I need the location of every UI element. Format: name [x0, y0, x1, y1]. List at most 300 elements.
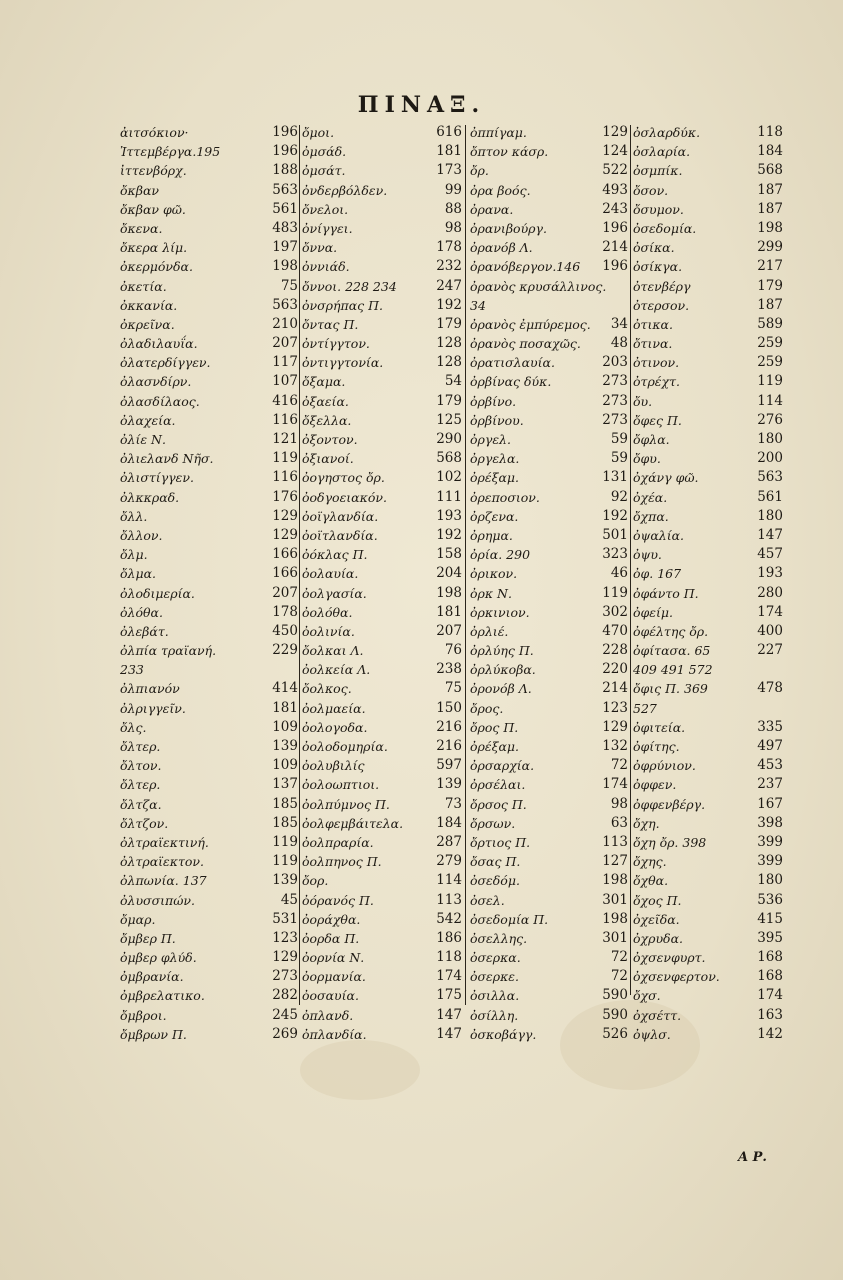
- entry-term: ὄλς.: [120, 719, 147, 735]
- index-entry: [633, 603, 783, 622]
- entry-page: 48: [610, 335, 628, 352]
- index-entry: [302, 718, 462, 737]
- index-entry: [633, 1006, 783, 1025]
- entry-term: ὀξοντον.: [302, 432, 358, 447]
- entry-page: 188: [272, 162, 298, 179]
- index-entry: [470, 161, 628, 180]
- entry-page: 217: [757, 258, 783, 275]
- index-entry: [120, 277, 298, 296]
- entry-page: 207: [272, 584, 298, 601]
- index-entry: [120, 372, 298, 391]
- entry-term: ὀππίγαμ.: [470, 125, 527, 140]
- entry-term: ὀρζενα.: [470, 508, 519, 524]
- entry-term: ὀλασδίλαος.: [120, 393, 200, 409]
- entry-term: ὄμβροι.: [120, 1007, 167, 1023]
- entry-term: ὄκβαν φῶ.: [120, 201, 186, 217]
- index-entry: [120, 948, 298, 967]
- index-entry: [302, 449, 462, 468]
- entry-page: 73: [444, 795, 462, 812]
- index-entry: [470, 833, 628, 852]
- index-entry: [120, 545, 298, 564]
- index-entry: [633, 737, 783, 756]
- entry-page: 114: [757, 392, 783, 409]
- index-entry: [302, 219, 462, 238]
- entry-page: 75: [444, 680, 462, 697]
- entry-page: 526: [602, 1025, 628, 1042]
- entry-page: 568: [757, 162, 783, 179]
- entry-term: ὀξιανοί.: [302, 451, 354, 467]
- entry-page: 139: [272, 872, 298, 889]
- index-entry: [470, 660, 628, 679]
- entry-term: ὄξελλα.: [302, 412, 352, 428]
- entry-page: 168: [757, 949, 783, 966]
- index-entry: [120, 507, 298, 526]
- entry-page: 119: [602, 584, 628, 601]
- entry-term: ὀλαχεία.: [120, 412, 176, 428]
- entry-term: ὄχθα.: [633, 873, 669, 889]
- entry-term: ὄχη ὄρ. 398: [633, 834, 707, 850]
- index-entry: [470, 603, 628, 622]
- entry-page: 198: [757, 219, 783, 236]
- index-entry: [120, 641, 298, 660]
- index-entry: [470, 622, 628, 641]
- index-entry: [120, 986, 298, 1005]
- index-entry: [302, 584, 462, 603]
- entry-page: 216: [436, 718, 462, 735]
- index-entry: [633, 852, 783, 871]
- index-entry: [302, 372, 462, 391]
- entry-term: ὀσελλης.: [470, 930, 528, 946]
- entry-page: 207: [436, 622, 462, 639]
- index-entry: [633, 411, 783, 430]
- entry-term: ὄολκαι Λ.: [302, 643, 364, 659]
- index-entry: [633, 392, 783, 411]
- entry-term: ὀσεδομία Π.: [470, 911, 549, 927]
- entry-page: 92: [610, 488, 628, 505]
- index-entry: [633, 871, 783, 890]
- entry-term: ὀρκινιον.: [470, 604, 530, 620]
- entry-page: 72: [610, 949, 628, 966]
- entry-page: 196: [602, 258, 628, 275]
- entry-term: ὀοσαυία.: [302, 988, 359, 1004]
- entry-term: ὀολμαεία.: [302, 700, 366, 716]
- entry-term: ὄλμ.: [120, 547, 148, 563]
- entry-term: 409 491 572: [633, 662, 713, 678]
- index-entry: [120, 430, 298, 449]
- entry-term: ὄυ.: [633, 393, 653, 409]
- index-entry: [120, 142, 298, 161]
- entry-term: ὄλτερ.: [120, 777, 161, 793]
- entry-term: ὄμοι.: [302, 125, 335, 140]
- entry-term: ὄχης.: [633, 854, 667, 870]
- index-entry: [633, 181, 783, 200]
- entry-page: 207: [272, 335, 298, 352]
- index-entry: [633, 718, 783, 737]
- page-header: ΠΙΝΑΞ.: [357, 92, 486, 118]
- entry-term: ὀρανὸς ποσαχῶς.: [470, 336, 581, 352]
- entry-page: 196: [272, 124, 298, 140]
- entry-page: 109: [272, 757, 298, 774]
- entry-term: ὄλλ.: [120, 508, 148, 524]
- entry-term: ὄχη.: [633, 815, 660, 831]
- entry-page: 192: [436, 526, 462, 543]
- index-entry: [120, 564, 298, 583]
- index-entry: [302, 603, 462, 622]
- entry-page: 142: [757, 1025, 783, 1042]
- column-rule: [630, 125, 631, 995]
- entry-page: 119: [272, 833, 298, 850]
- index-column-1: [120, 123, 298, 1044]
- entry-term: ὀνσρήπας Π.: [302, 297, 383, 313]
- entry-term: ὀτερσον.: [633, 297, 690, 313]
- index-entry: [470, 1006, 628, 1025]
- index-entry: [470, 219, 628, 238]
- index-entry: [633, 296, 783, 315]
- entry-term: ὀρβίνο.: [470, 393, 517, 409]
- index-entry: [633, 814, 783, 833]
- entry-term: ὀρανὸς κρυσάλλινος.: [470, 278, 607, 294]
- entry-page: 589: [757, 315, 783, 332]
- index-entry: [302, 238, 462, 257]
- entry-page: 227: [757, 642, 783, 659]
- entry-term: ὀφφενβέργ.: [633, 796, 706, 812]
- entry-term: ὀρβίνου.: [470, 412, 524, 428]
- entry-page: 243: [602, 200, 628, 217]
- entry-term: ὄρτιος Π.: [470, 834, 531, 850]
- entry-page: 99: [444, 181, 462, 198]
- index-entry: [470, 238, 628, 257]
- index-entry: [470, 699, 628, 718]
- entry-term: ὀρεποσιον.: [470, 489, 540, 505]
- index-entry: [633, 564, 783, 583]
- entry-page: 335: [757, 718, 783, 735]
- entry-term: ὀοράχθα.: [302, 911, 361, 927]
- entry-page: 198: [602, 910, 628, 927]
- entry-term: ὀρικον.: [470, 566, 518, 582]
- entry-term: ὀολφεμβάιτελα.: [302, 815, 404, 831]
- index-entry: [470, 814, 628, 833]
- entry-term: ὀλυσσιπών.: [120, 892, 195, 908]
- entry-page: 210: [272, 315, 298, 332]
- entry-page: 200: [757, 450, 783, 467]
- index-entry: [302, 430, 462, 449]
- index-entry: [302, 929, 462, 948]
- index-entry: [633, 430, 783, 449]
- entry-term: ὄολκος.: [302, 681, 352, 697]
- entry-page: 139: [272, 738, 298, 754]
- entry-page: 214: [602, 239, 628, 256]
- index-entry: [120, 603, 298, 622]
- index-entry: [633, 929, 783, 948]
- index-entry: [302, 334, 462, 353]
- index-entry: [302, 814, 462, 833]
- index-entry: [470, 181, 628, 200]
- index-entry: [470, 852, 628, 871]
- entry-term: ὄλλον.: [120, 527, 163, 543]
- index-entry: [633, 584, 783, 603]
- entry-term: ὀρανόβεργον.146: [470, 259, 581, 275]
- entry-term: ὄλμα.: [120, 566, 156, 582]
- paper-stain: [300, 1040, 420, 1100]
- entry-term: ὄπτον κάσρ.: [470, 144, 549, 160]
- entry-page: 245: [272, 1006, 298, 1023]
- entry-page: 102: [436, 469, 462, 486]
- entry-page: 54: [444, 373, 462, 390]
- entry-page: 563: [757, 469, 783, 486]
- entry-page: 137: [272, 776, 298, 793]
- entry-page: 184: [436, 814, 462, 831]
- index-entry: [120, 238, 298, 257]
- entry-page: 542: [436, 910, 462, 927]
- entry-term: ὀφέλτης ὄρ.: [633, 623, 709, 639]
- entry-term: ὀπλανδ.: [302, 1007, 354, 1023]
- index-entry: [302, 315, 462, 334]
- index-entry: [470, 296, 628, 315]
- index-entry: [120, 699, 298, 718]
- index-entry: [470, 564, 628, 583]
- entry-term: ὀρβίνας δύκ.: [470, 374, 552, 390]
- index-entry: [633, 315, 783, 334]
- index-entry: [302, 967, 462, 986]
- index-entry: [470, 986, 628, 1005]
- index-entry: [302, 526, 462, 545]
- entry-term: ὀοδγοειακόν.: [302, 489, 387, 505]
- entry-page: 59: [610, 450, 628, 467]
- entry-term: ὀόκλας Π.: [302, 547, 368, 563]
- entry-page: 238: [436, 661, 462, 678]
- index-entry: [633, 488, 783, 507]
- entry-term: ὀφρύνιον.: [633, 758, 696, 774]
- entry-page: 470: [602, 622, 628, 639]
- index-entry: [120, 718, 298, 737]
- index-entry: [120, 660, 298, 679]
- entry-page: 399: [757, 833, 783, 850]
- index-entry: [120, 967, 298, 986]
- entry-page: 119: [757, 373, 783, 390]
- entry-term: ὀρανα.: [470, 201, 514, 217]
- entry-page: 72: [610, 757, 628, 774]
- index-entry: [470, 123, 628, 142]
- entry-term: ὄννα.: [302, 240, 338, 256]
- entry-page: 192: [436, 296, 462, 313]
- entry-term: ὀτικα.: [633, 316, 673, 332]
- entry-term: ὄμβρων Π.: [120, 1026, 187, 1042]
- entry-page: 531: [272, 910, 298, 927]
- index-entry: [633, 449, 783, 468]
- entry-term: ὀλπωνία. 137: [120, 873, 207, 889]
- entry-page: 124: [602, 143, 628, 160]
- index-entry: [633, 891, 783, 910]
- index-entry: [470, 449, 628, 468]
- entry-term: ὄκερα λίμ.: [120, 240, 188, 256]
- entry-page: 196: [272, 143, 298, 160]
- index-entry: [120, 910, 298, 929]
- entry-term: ὀψυ.: [633, 547, 662, 563]
- index-entry: [120, 219, 298, 238]
- entry-page: 204: [436, 565, 462, 582]
- entry-page: 616: [436, 124, 462, 140]
- entry-term: ὀρανιβούργ.: [470, 220, 547, 236]
- entry-term: ὀρανόβ Λ.: [470, 240, 533, 256]
- entry-term: ὀφ. 167: [633, 566, 682, 582]
- index-entry: [633, 986, 783, 1005]
- entry-page: 176: [272, 488, 298, 505]
- entry-term: ὄτινα.: [633, 336, 673, 352]
- index-entry: [120, 449, 298, 468]
- entry-term: ὀσίκα.: [633, 240, 675, 256]
- index-entry: [470, 679, 628, 698]
- entry-term: ὄρσων.: [470, 815, 516, 831]
- entry-term: ὀρία. 290: [470, 547, 531, 563]
- index-entry: [470, 545, 628, 564]
- index-entry: [120, 795, 298, 814]
- index-entry: [120, 833, 298, 852]
- entry-page: 280: [757, 584, 783, 601]
- entry-term: ὀξαεία.: [302, 393, 349, 409]
- entry-page: 198: [436, 584, 462, 601]
- index-entry: [633, 545, 783, 564]
- entry-term: ὀμβρελατικο.: [120, 988, 205, 1004]
- index-entry: [120, 488, 298, 507]
- entry-page: 119: [272, 450, 298, 467]
- entry-term: ὀολυβιλίς: [302, 758, 365, 774]
- entry-page: 63: [610, 814, 628, 831]
- entry-page: 457: [757, 546, 783, 563]
- entry-term: ὀχσενφερτον.: [633, 969, 720, 985]
- entry-page: 76: [444, 642, 462, 659]
- index-column-4: [633, 123, 783, 1044]
- entry-page: 279: [436, 853, 462, 870]
- entry-term: ὀόρανός Π.: [302, 892, 374, 908]
- index-entry: [302, 986, 462, 1005]
- index-entry: [120, 852, 298, 871]
- index-entry: [302, 775, 462, 794]
- entry-term: ὀολοωπτιοι.: [302, 777, 380, 793]
- entry-page: 187: [757, 181, 783, 198]
- entry-term: ὀσεδόμ.: [470, 873, 520, 889]
- index-entry: [470, 277, 628, 296]
- entry-page: 501: [602, 526, 628, 543]
- entry-page: 117: [272, 354, 298, 371]
- entry-page: 197: [272, 239, 298, 256]
- index-entry: [633, 238, 783, 257]
- column-rule: [299, 125, 300, 1005]
- index-entry: [302, 161, 462, 180]
- entry-page: 478: [757, 680, 783, 697]
- index-entry: [120, 315, 298, 334]
- index-entry: [120, 296, 298, 315]
- entry-page: 198: [602, 872, 628, 889]
- index-entry: [302, 795, 462, 814]
- entry-term: ὀλτραϊεκτον.: [120, 854, 204, 870]
- index-entry: [302, 257, 462, 276]
- index-entry: [470, 929, 628, 948]
- entry-term: ὀρκ Ν.: [470, 585, 512, 601]
- entry-page: 220: [602, 661, 628, 678]
- index-entry: [633, 699, 783, 718]
- entry-term: ὀλοδιμερία.: [120, 585, 195, 601]
- entry-page: 232: [436, 258, 462, 275]
- index-entry: [302, 142, 462, 161]
- entry-page: 184: [757, 143, 783, 160]
- entry-term: ὀλκκραδ.: [120, 489, 180, 505]
- entry-page: 174: [436, 968, 462, 985]
- entry-page: 127: [602, 853, 628, 870]
- index-entry: [470, 795, 628, 814]
- index-entry: [633, 775, 783, 794]
- entry-term: ὀολογοδα.: [302, 719, 368, 735]
- entry-page: 247: [436, 277, 462, 294]
- entry-page: 273: [602, 373, 628, 390]
- entry-page: 179: [436, 315, 462, 332]
- entry-page: 563: [272, 181, 298, 198]
- entry-page: 129: [272, 526, 298, 543]
- entry-term: ὄλτζα.: [120, 796, 162, 812]
- index-entry: [302, 392, 462, 411]
- entry-term: ὀσλαρδύκ.: [633, 125, 701, 140]
- entry-page: 180: [757, 872, 783, 889]
- index-entry: [470, 200, 628, 219]
- entry-page: 290: [436, 431, 462, 447]
- index-entry: [302, 123, 462, 142]
- entry-term: ὄξαμα.: [302, 374, 346, 390]
- entry-term: ὀντίγγτον.: [302, 336, 370, 352]
- index-entry: [302, 296, 462, 315]
- entry-term: Ἰττεμβέργα.195: [120, 144, 221, 160]
- entry-term: ὀφίτασα. 65: [633, 643, 711, 659]
- entry-page: 131: [602, 469, 628, 486]
- index-entry: [470, 257, 628, 276]
- entry-term: ὀλπιανόν: [120, 681, 180, 697]
- entry-page: 214: [602, 680, 628, 697]
- entry-page: 168: [757, 968, 783, 985]
- index-entry: [470, 737, 628, 756]
- entry-term: 527: [633, 700, 657, 716]
- index-entry: [302, 660, 462, 679]
- entry-term: ὀκερμόνδα.: [120, 259, 193, 275]
- entry-page: 118: [757, 124, 783, 140]
- index-entry: [302, 564, 462, 583]
- entry-page: 174: [602, 776, 628, 793]
- index-entry: [302, 833, 462, 852]
- entry-term: ὀλτραϊεκτινή.: [120, 834, 209, 850]
- index-entry: [120, 737, 298, 756]
- entry-term: ὀφάντο Π.: [633, 585, 699, 601]
- index-entry: [633, 219, 783, 238]
- entry-term: ὀτρέχτ.: [633, 374, 680, 390]
- index-entry: [470, 948, 628, 967]
- index-entry: [120, 756, 298, 775]
- index-entry: [302, 910, 462, 929]
- entry-term: ὀχσενφυρτ.: [633, 950, 706, 966]
- index-entry: [302, 948, 462, 967]
- entry-term: ὀορδα Π.: [302, 930, 360, 946]
- entry-term: ὀολινία.: [302, 623, 355, 639]
- entry-term: ὄφλα.: [633, 432, 670, 447]
- index-entry: [633, 468, 783, 487]
- entry-page: 273: [272, 968, 298, 985]
- entry-page: 88: [444, 200, 462, 217]
- entry-page: 185: [272, 814, 298, 831]
- entry-term: ὀπλανδία.: [302, 1026, 367, 1042]
- entry-page: 111: [436, 488, 462, 505]
- entry-term: ὀολπραρία.: [302, 834, 374, 850]
- entry-term: ὄφυ.: [633, 451, 661, 467]
- entry-term: ὀσίκγα.: [633, 259, 683, 275]
- entry-page: 147: [436, 1006, 462, 1023]
- entry-page: 287: [436, 833, 462, 850]
- entry-term: ὄφις Π. 369: [633, 681, 708, 697]
